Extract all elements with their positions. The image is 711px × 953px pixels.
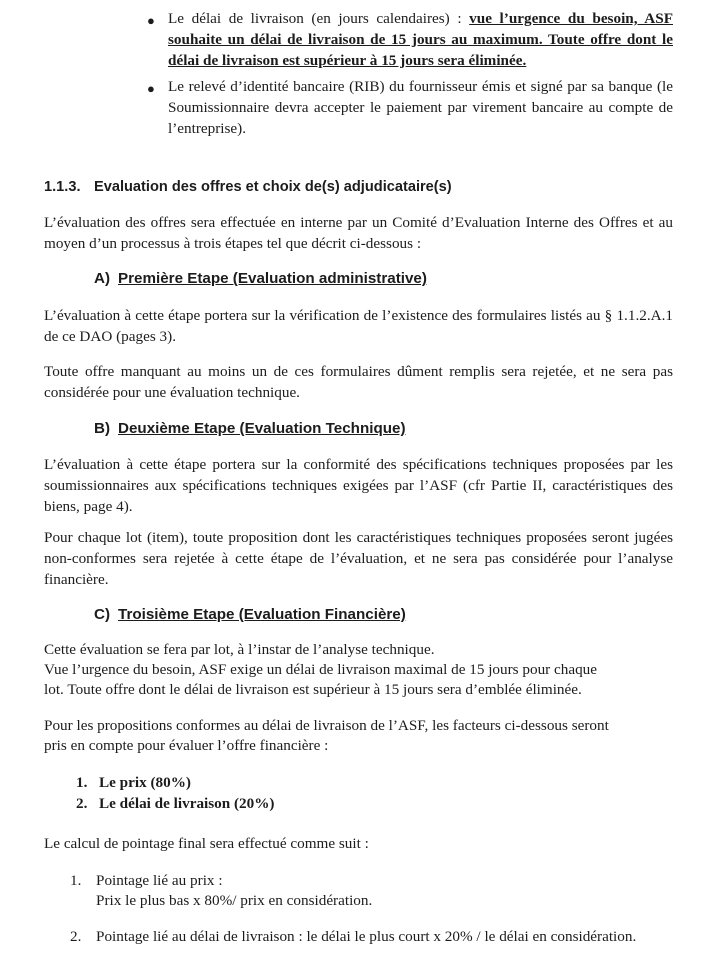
bullet-item-delivery bbox=[168, 8, 673, 71]
step-c-line: Cette évaluation se fera par lot, à l’instar de l’analyse technique. bbox=[44, 641, 435, 658]
section-title: Evaluation des offres et choix de(s) adjudicataire(s) bbox=[94, 179, 452, 195]
bullet-emphasis: vue l’urgence du besoin, ASF souhaite un délai de livraison de 15 jours au maximum. Toute offre dont le délai de livraison est supérieur à 15 jours sera éliminée. bbox=[168, 10, 673, 69]
factor-number: 2. bbox=[76, 795, 88, 812]
step-a-paragraph: Toute offre manquant au moins un de ces formulaires dûment remplis sera rejetée, et ne sera pas considérée pour une évaluation technique. bbox=[44, 363, 673, 401]
calc-item-delivery: Pointage lié au délai de livraison : le délai le plus court x 20% / le délai en considération. bbox=[96, 928, 637, 945]
step-b-letter: B) bbox=[94, 420, 111, 437]
step-c-line: lot. Toute offre dont le délai de livraison est supérieur à 15 jours sera d’emblée éliminée. bbox=[44, 681, 582, 698]
calc-intro: Le calcul de pointage final sera effectué comme suit : bbox=[44, 835, 369, 852]
step-c-title: Troisième Etape (Evaluation Financière) bbox=[118, 606, 406, 623]
step-b-title: Deuxième Etape (Evaluation Technique) bbox=[118, 420, 406, 437]
section-intro: L’évaluation des offres sera effectuée en interne par un Comité d’Evaluation Interne des Offres et au moyen d’un processus à trois étapes tel que décrit ci-dessous : bbox=[44, 214, 673, 252]
factor-delivery: Le délai de livraison (20%) bbox=[99, 795, 275, 812]
factors-intro: Pour les propositions conformes au délai de livraison de l’ASF, les facteurs ci-dessous seront bbox=[44, 717, 609, 734]
factor-number: 1. bbox=[76, 774, 88, 791]
step-c-line: Vue l’urgence du besoin, ASF exige un délai de livraison maximal de 15 jours pour chaque bbox=[44, 661, 598, 678]
calc-item-price-formula: Prix le plus bas x 80%/ prix en considération. bbox=[96, 892, 373, 909]
calc-item-price-title: Pointage lié au prix : bbox=[96, 872, 223, 889]
bullet-item-rib: Le relevé d’identité bancaire (RIB) du fournisseur émis et signé par sa banque (le Soumissionnaire devra accepter le paiement par virement bancaire au compte de l’entreprise). bbox=[168, 78, 673, 137]
calc-number: 2. bbox=[70, 928, 82, 945]
step-b-paragraph: L’évaluation à cette étape portera sur la conformité des spécifications techniques proposées par les soumissionnaires aux spécifications techniques exigées par l’ASF (cfr Partie II, caractéristiques des biens, page 4). bbox=[44, 456, 673, 515]
step-c-letter: C) bbox=[94, 606, 111, 623]
bullet-lead: Le délai de livraison (en jours calendaires) : bbox=[168, 10, 462, 27]
step-a-paragraph: L’évaluation à cette étape portera sur la vérification de l’existence des formulaires listés au § 1.1.2.A.1 de ce DAO (pages 3). bbox=[44, 307, 673, 345]
factor-price: Le prix (80%) bbox=[99, 774, 191, 791]
step-a-title: Première Etape (Evaluation administrative) bbox=[118, 270, 427, 287]
step-b-paragraph: Pour chaque lot (item), toute proposition dont les caractéristiques techniques proposées seront jugées non-conformes sera rejetée à cette étape de l’évaluation, et ne sera pas considérée pour l’analyse financière. bbox=[44, 529, 673, 588]
factors-intro: pris en compte pour évaluer l’offre financière : bbox=[44, 737, 329, 754]
calc-number: 1. bbox=[70, 872, 82, 889]
bullet-marker: ● bbox=[147, 81, 155, 96]
section-number: 1.1.3. bbox=[44, 179, 81, 195]
step-a-letter: A) bbox=[94, 270, 111, 287]
bullet-marker: ● bbox=[147, 13, 155, 28]
